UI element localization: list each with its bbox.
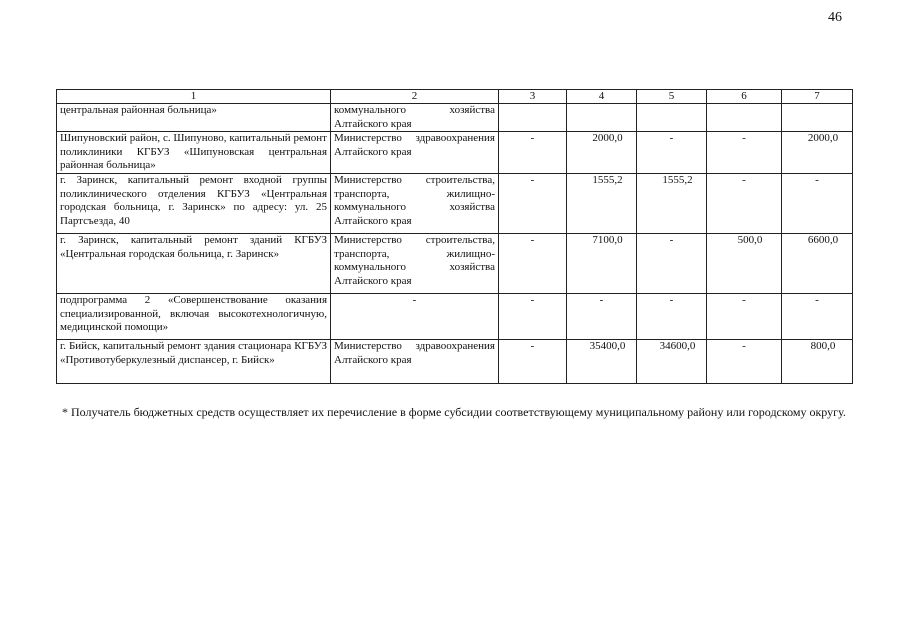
amount-col-4: 7100,0 xyxy=(567,234,637,294)
amount-col-4: 1555,2 xyxy=(567,174,637,234)
object-description: подпрограмма 2 «Совершенствование оказания специализированной, включая высокотехнологичную, медицинской помощи» xyxy=(57,294,331,340)
amount-col-3: - xyxy=(499,234,567,294)
amount-col-5: - xyxy=(637,132,707,174)
column-header-5: 5 xyxy=(637,90,707,104)
responsible-agency: Министерство строительства, транспорта, жилищно-коммунального хозяйства Алтайского края xyxy=(331,234,499,294)
amount-col-4: 35400,0 xyxy=(567,340,637,384)
responsible-agency: коммунального хозяйства Алтайского края xyxy=(331,104,499,132)
column-header-4: 4 xyxy=(567,90,637,104)
amount-col-3: - xyxy=(499,132,567,174)
amount-col-6: - xyxy=(707,132,782,174)
amount-col-6: - xyxy=(707,174,782,234)
funding-table xyxy=(56,89,853,384)
amount-col-3: - xyxy=(499,340,567,384)
amount-col-7: - xyxy=(782,294,853,340)
amount-col-7: 6600,0 xyxy=(782,234,853,294)
object-description: Шипуновский район, с. Шипуново, капитальный ремонт поликлиники КГБУЗ «Шипуновская центральная районная больница» xyxy=(57,132,331,174)
amount-col-6 xyxy=(707,104,782,132)
table-row xyxy=(57,104,853,132)
column-header-7: 7 xyxy=(782,90,853,104)
amount-col-6: - xyxy=(707,294,782,340)
amount-col-6: 500,0 xyxy=(707,234,782,294)
amount-col-7 xyxy=(782,104,853,132)
responsible-agency: Министерство здравоохранения Алтайского края xyxy=(331,340,499,384)
responsible-agency: Министерство строительства, транспорта, жилищно-коммунального хозяйства Алтайского края xyxy=(331,174,499,234)
table-row xyxy=(57,294,853,340)
amount-col-7: - xyxy=(782,174,853,234)
amount-col-4: - xyxy=(567,294,637,340)
column-header-2: 2 xyxy=(331,90,499,104)
page-number: 46 xyxy=(828,10,842,25)
table-row xyxy=(57,234,853,294)
object-description: г. Бийск, капитальный ремонт здания стационара КГБУЗ «Противотуберкулезный диспансер, г. Бийск» xyxy=(57,340,331,384)
footnote: * Получатель бюджетных средств осуществляет их перечисление в форме субсидии соответствующему муниципальному району или городскому округу. xyxy=(62,405,846,419)
amount-col-7: 800,0 xyxy=(782,340,853,384)
object-description: г. Заринск, капитальный ремонт входной группы поликлинического отделения КГБУЗ «Центральная городская больница, г. Заринск» по адресу: ул. 25 Партсъезда, 40 xyxy=(57,174,331,234)
column-header-1: 1 xyxy=(57,90,331,104)
amount-col-6: - xyxy=(707,340,782,384)
table-row xyxy=(57,132,853,174)
amount-col-5: - xyxy=(637,294,707,340)
responsible-agency: Министерство здравоохранения Алтайского края xyxy=(331,132,499,174)
column-header-6: 6 xyxy=(707,90,782,104)
object-description: г. Заринск, капитальный ремонт зданий КГБУЗ «Центральная городская больница, г. Заринск» xyxy=(57,234,331,294)
amount-col-7: 2000,0 xyxy=(782,132,853,174)
amount-col-3 xyxy=(499,104,567,132)
amount-col-5: - xyxy=(637,234,707,294)
amount-col-3: - xyxy=(499,294,567,340)
table-header-row xyxy=(57,90,853,104)
responsible-agency: - xyxy=(331,294,499,340)
amount-col-5: 1555,2 xyxy=(637,174,707,234)
column-header-3: 3 xyxy=(499,90,567,104)
amount-col-3: - xyxy=(499,174,567,234)
table-row xyxy=(57,340,853,384)
amount-col-4: 2000,0 xyxy=(567,132,637,174)
object-description: центральная районная больница» xyxy=(57,104,331,132)
amount-col-5: 34600,0 xyxy=(637,340,707,384)
amount-col-4 xyxy=(567,104,637,132)
table-row xyxy=(57,174,853,234)
amount-col-5 xyxy=(637,104,707,132)
